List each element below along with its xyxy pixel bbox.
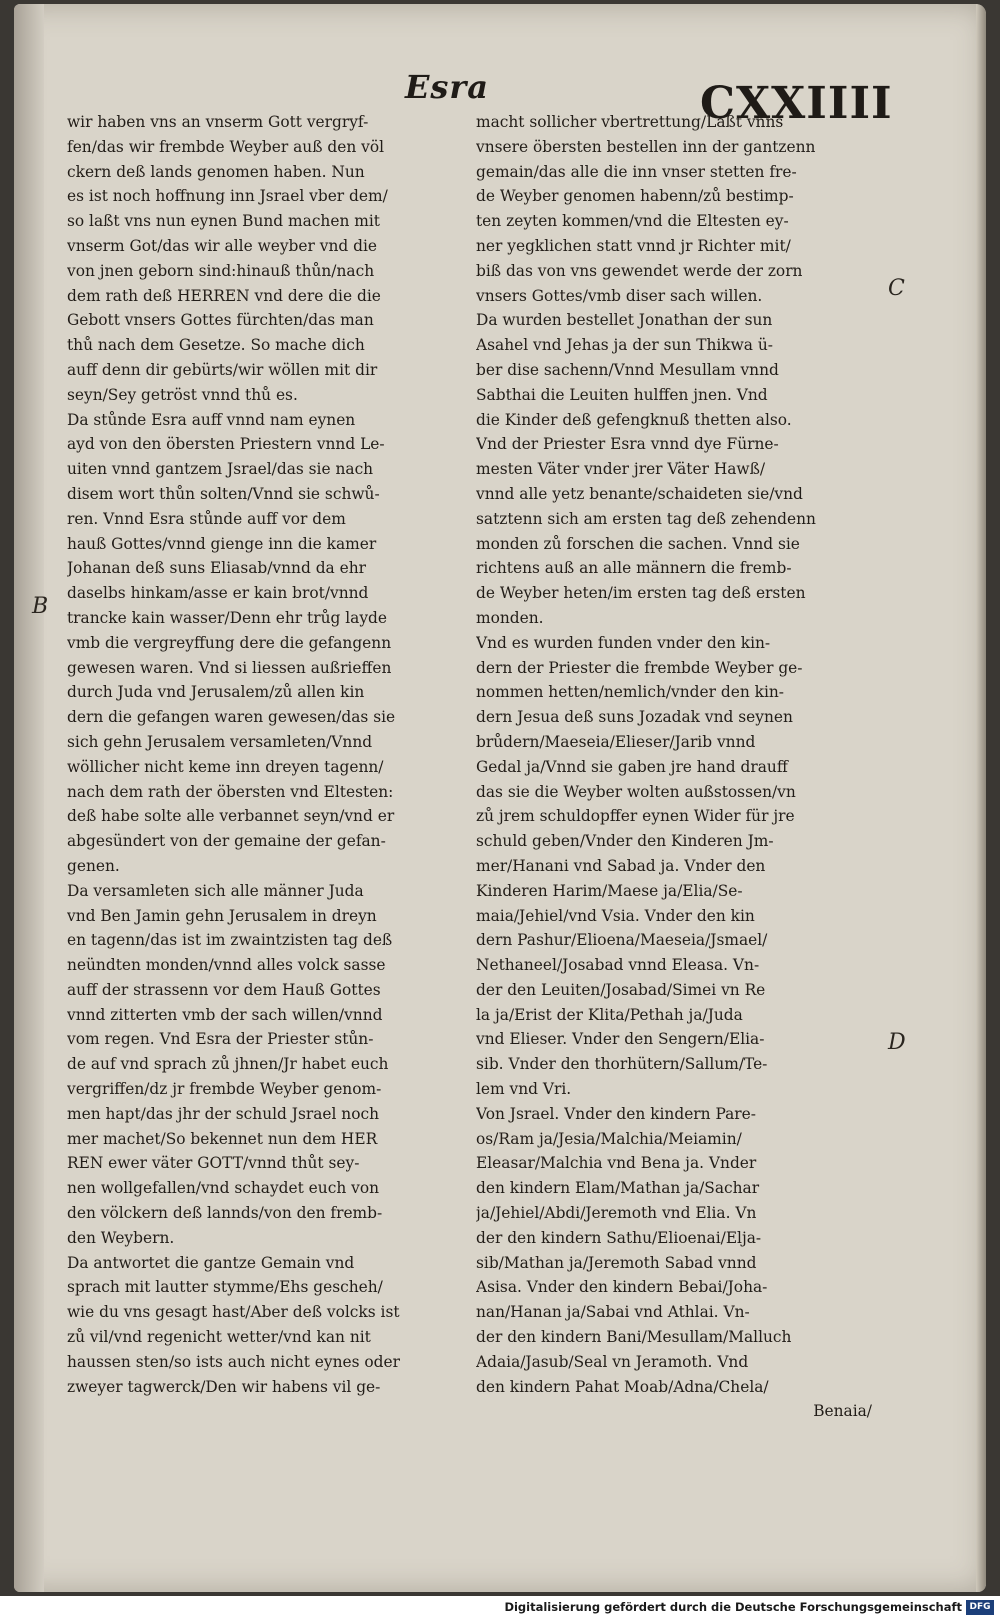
text-line: Gedal ja/Vnnd sie gaben jre hand drauff bbox=[476, 757, 788, 776]
page-right-edge bbox=[976, 4, 986, 1592]
text-line: sich gehn Jerusalem versamleten/Vnnd bbox=[67, 732, 373, 751]
text-line: den kindern Pahat Moab/Adna/Chela/ bbox=[476, 1377, 769, 1396]
text-line: richtens auß an alle männern die fremb- bbox=[476, 559, 792, 578]
text-line: haussen sten/so ists auch nicht eynes oder bbox=[67, 1352, 401, 1371]
dfg-logo: DFG bbox=[966, 1600, 994, 1615]
text-line: os/Ram ja/Jesia/Malchia/Meiamin/ bbox=[476, 1129, 742, 1148]
text-line: Von Jsrael. Vnder den kindern Pare- bbox=[476, 1104, 756, 1123]
text-line: Johanan deß suns Eliasab/vnnd da ehr bbox=[67, 559, 366, 578]
text-line: macht sollicher vbertrettung/Laßt vnns bbox=[476, 113, 784, 131]
text-line: auff der strassenn vor dem Hauß Gottes bbox=[67, 980, 381, 999]
text-line: Kinderen Harim/Maese ja/Elia/Se- bbox=[476, 881, 743, 900]
text-line: nan/Hanan ja/Sabai vnd Athlai. Vn- bbox=[476, 1303, 750, 1322]
text-line: sib/Mathan ja/Jeremoth Sabad vnnd bbox=[476, 1253, 757, 1272]
text-line: monden. bbox=[476, 608, 544, 627]
text-line: fen/das wir frembde Weyber auß den völ bbox=[67, 137, 385, 156]
text-line: Eleasar/Malchia vnd Bena ja. Vnder bbox=[476, 1154, 757, 1173]
text-line: ja/Jehiel/Abdi/Jeremoth vnd Elia. Vn bbox=[476, 1204, 757, 1223]
text-line: schuld geben/Vnder den Kinderen Jm- bbox=[476, 832, 774, 851]
text-line: brůdern/Maeseia/Elieser/Jarib vnnd bbox=[476, 732, 756, 751]
text-line: auff denn dir gebürts/wir wöllen mit dir bbox=[67, 360, 378, 379]
text-line: der den Leuiten/Josabad/Simei vn Re bbox=[476, 980, 766, 999]
margin-letter-b: B bbox=[32, 594, 49, 619]
text-line: Vnd der Priester Esra vnnd dye Fürne- bbox=[476, 435, 779, 454]
text-line: vnsere öbersten bestellen inn der gantzenn bbox=[476, 137, 816, 156]
text-line: nen wollgefallen/vnd schaydet euch von bbox=[67, 1179, 379, 1198]
text-line: neündten monden/vnnd alles volck sasse bbox=[67, 956, 386, 975]
text-line: dem rath deß HERREN vnd dere die die bbox=[67, 286, 381, 305]
text-line: den völckern deß lannds/von den fremb- bbox=[67, 1204, 383, 1223]
text-line: dern Pashur/Elioena/Maeseia/Jsmael/ bbox=[476, 931, 768, 950]
text-line: ren. Vnnd Esra stůnde auff vor dem bbox=[67, 509, 346, 528]
text-line: vnnd zitterten vmb der sach willen/vnnd bbox=[67, 1005, 383, 1024]
text-line: den Weybern. bbox=[67, 1228, 175, 1247]
text-line: Benaia/ bbox=[813, 1402, 872, 1421]
text-line: Sabthai die Leuiten hulffen jnen. Vnd bbox=[476, 385, 768, 404]
text-line: REN ewer väter GOTT/vnnd thůt sey- bbox=[67, 1154, 360, 1173]
left-text-column bbox=[67, 110, 447, 1399]
text-line: sprach mit lautter stymme/Ehs gescheh/ bbox=[67, 1278, 383, 1297]
text-line: den kindern Elam/Mathan ja/Sachar bbox=[476, 1179, 760, 1198]
text-line: Adaia/Jasub/Seal vn Jeramoth. Vnd bbox=[476, 1352, 749, 1371]
text-line: maia/Jehiel/vnd Vsia. Vnder den kin bbox=[476, 906, 755, 925]
text-line: Asahel vnd Jehas ja der sun Thikwa ü- bbox=[476, 336, 773, 355]
text-line: abgesündert von der gemaine der gefan- bbox=[67, 832, 386, 851]
text-line: vnd Elieser. Vnder den Sengern/Elia- bbox=[476, 1030, 765, 1049]
text-line: thů nach dem Gesetze. So mache dich bbox=[67, 336, 365, 355]
page-gutter bbox=[14, 4, 44, 1592]
text-line: vergriffen/dz jr frembde Weyber genom- bbox=[67, 1080, 382, 1099]
text-line: Da wurden bestellet Jonathan der sun bbox=[476, 311, 773, 330]
text-line: ber dise sachenn/Vnnd Mesullam vnnd bbox=[476, 360, 779, 379]
text-line: vnserm Got/das wir alle weyber vnd die bbox=[67, 236, 377, 255]
text-line: trancke kain wasser/Denn ehr trůg layde bbox=[67, 608, 387, 627]
text-line: mer machet/So bekennet nun dem HER bbox=[67, 1129, 378, 1148]
text-line: seyn/Sey getröst vnnd thů es. bbox=[67, 385, 298, 404]
text-line: wir haben vns an vnserm Gott vergryf- bbox=[67, 113, 369, 131]
folio-number: CXXIIII bbox=[700, 78, 893, 129]
text-line: disem wort thůn solten/Vnnd sie schwů- bbox=[67, 484, 380, 503]
text-line: uiten vnnd gantzem Jsrael/das sie nach bbox=[67, 460, 374, 479]
text-line: zů vil/vnd regenicht wetter/vnd kan nit bbox=[67, 1328, 371, 1347]
running-head: Esra bbox=[405, 68, 489, 106]
text-line: dern die gefangen waren gewesen/das sie bbox=[67, 708, 396, 727]
text-line: mer/Hanani vnd Sabad ja. Vnder den bbox=[476, 856, 766, 875]
text-line: Asisa. Vnder den kindern Bebai/Joha- bbox=[476, 1278, 768, 1297]
text-line: die Kinder deß gefengknuß thetten also. bbox=[476, 410, 792, 429]
text-line: gewesen waren. Vnd si liessen außrieffen bbox=[67, 658, 392, 677]
text-line: nach dem rath der öbersten vnd Eltesten: bbox=[67, 782, 394, 801]
text-line: Da antwortet die gantze Gemain vnd bbox=[67, 1253, 355, 1272]
text-line: men hapt/das jhr der schuld Jsrael noch bbox=[67, 1104, 380, 1123]
text-line: ckern deß lands genomen haben. Nun bbox=[67, 162, 365, 181]
margin-letter-d: D bbox=[888, 1030, 906, 1055]
text-line: Da versamleten sich alle männer Juda bbox=[67, 881, 364, 900]
text-line: ner yegklichen statt vnnd jr Richter mit/ bbox=[476, 236, 791, 255]
text-line: zweyer tagwerck/Den wir habens vil ge- bbox=[67, 1377, 381, 1396]
text-line: hauß Gottes/vnnd gienge inn die kamer bbox=[67, 534, 377, 553]
text-line: sib. Vnder den thorhütern/Sallum/Te- bbox=[476, 1055, 768, 1074]
text-line: de auf vnd sprach zů jhnen/Jr habet euch bbox=[67, 1055, 389, 1074]
text-line: mesten Väter vnder jrer Väter Hawß/ bbox=[476, 460, 766, 479]
text-line: en tagenn/das ist im zwaintzisten tag deß bbox=[67, 931, 393, 950]
footer-credit: Digitalisierung gefördert durch die Deutsche Forschungsgemeinschaft bbox=[504, 1600, 962, 1614]
text-line: Gebott vnsers Gottes fürchten/das man bbox=[67, 311, 374, 330]
text-line: dern der Priester die frembde Weyber ge- bbox=[476, 658, 803, 677]
text-line: satztenn sich am ersten tag deß zehendenn bbox=[476, 509, 816, 528]
text-line: das sie die Weyber wolten außstossen/vn bbox=[476, 782, 796, 801]
text-line: wie du vns gesagt hast/Aber deß volcks ist bbox=[67, 1303, 400, 1322]
text-line: vnd Ben Jamin gehn Jerusalem in dreyn bbox=[67, 906, 377, 925]
text-line: dern Jesua deß suns Jozadak vnd seynen bbox=[476, 708, 793, 727]
text-line: von jnen geborn sind:hinauß thůn/nach bbox=[67, 261, 375, 280]
text-line: vnnd alle yetz benante/schaideten sie/vnd bbox=[476, 484, 803, 503]
text-line: lem vnd Vri. bbox=[476, 1080, 572, 1099]
text-line: de Weyber genomen habenn/zů bestimp- bbox=[476, 187, 794, 206]
text-line: Nethaneel/Josabad vnnd Eleasa. Vn- bbox=[476, 956, 760, 975]
text-line: de Weyber heten/im ersten tag deß ersten bbox=[476, 584, 806, 603]
right-text-column bbox=[476, 110, 872, 1424]
text-line: vom regen. Vnd Esra der Priester stůn- bbox=[67, 1030, 374, 1049]
text-line: Da stůnde Esra auff vnnd nam eynen bbox=[67, 410, 356, 429]
text-line: es ist noch hoffnung inn Jsrael vber dem/ bbox=[67, 187, 388, 206]
text-line: nommen hetten/nemlich/vnder den kin- bbox=[476, 683, 784, 702]
text-line: ten zeyten kommen/vnd die Eltesten ey- bbox=[476, 212, 789, 231]
text-line: biß das von vns gewendet werde der zorn bbox=[476, 261, 803, 280]
text-line: gemain/das alle die inn vnser stetten fre- bbox=[476, 162, 797, 181]
text-line: vmb die vergreyffung dere die gefangenn bbox=[67, 633, 392, 652]
text-line: wöllicher nicht keme inn dreyen tagenn/ bbox=[67, 757, 384, 776]
text-line: der den kindern Sathu/Elioenai/Elja- bbox=[476, 1228, 762, 1247]
text-line: la ja/Erist der Klita/Pethah ja/Juda bbox=[476, 1005, 743, 1024]
text-line: genen. bbox=[67, 856, 120, 875]
margin-letter-c: C bbox=[888, 276, 905, 301]
text-line: durch Juda vnd Jerusalem/zů allen kin bbox=[67, 683, 365, 702]
text-line: zů jrem schuldopffer eynen Wider für jre bbox=[476, 807, 795, 826]
text-line: Vnd es wurden funden vnder den kin- bbox=[476, 633, 771, 652]
text-line: der den kindern Bani/Mesullam/Malluch bbox=[476, 1328, 792, 1347]
text-line: so laßt vns nun eynen Bund machen mit bbox=[67, 212, 380, 231]
text-line: daselbs hinkam/asse er kain brot/vnnd bbox=[67, 584, 369, 603]
text-line: vnsers Gottes/vmb diser sach willen. bbox=[476, 286, 763, 305]
text-line: deß habe solte alle verbannet seyn/vnd er bbox=[67, 807, 395, 826]
text-line: ayd von den öbersten Priestern vnnd Le- bbox=[67, 435, 385, 454]
text-line: monden zů forschen die sachen. Vnnd sie bbox=[476, 534, 800, 553]
